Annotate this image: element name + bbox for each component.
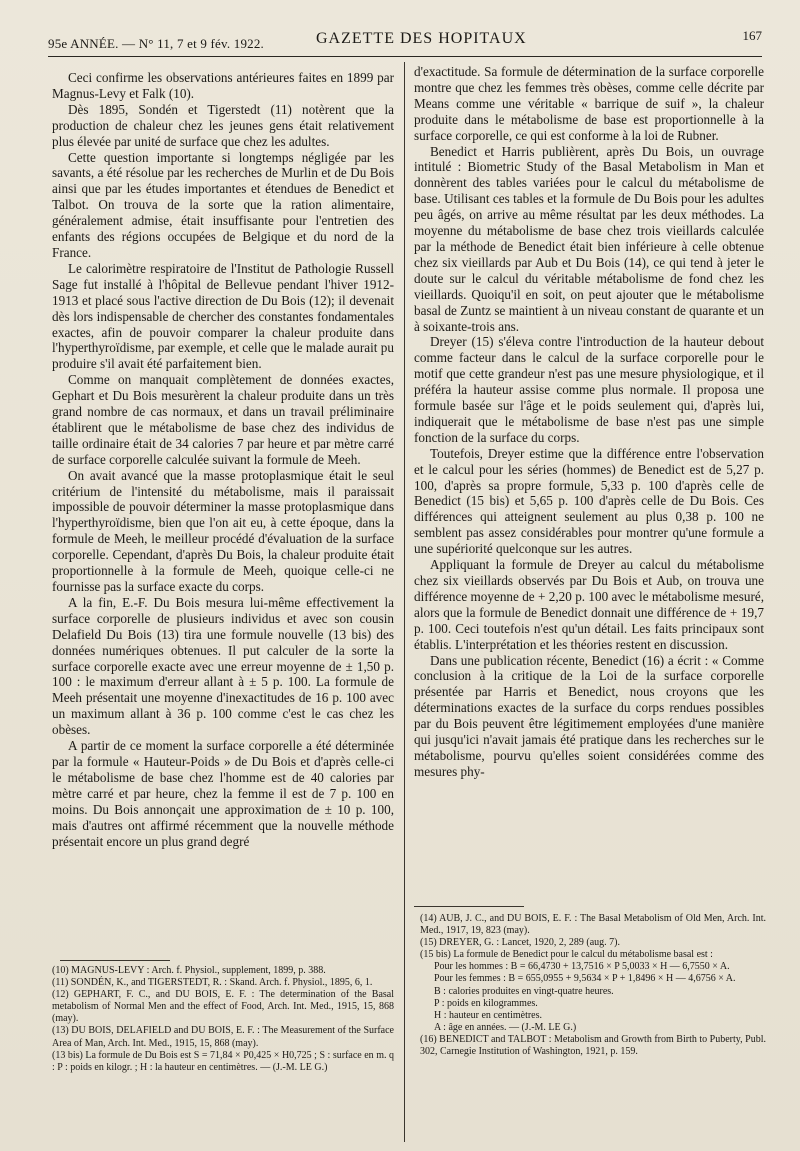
footnote: H : hauteur en centimètres. [434,1009,543,1021]
paragraph: A la fin, E.-F. Du Bois mesura lui-même effectivement la surface corporelle de plusieurs individus et avec son cousin Delafield Du Bois (13) tira une formule nouvelle (13 bis) des données numériques obtenues. Il put calculer de la sorte la surface corporelle exacte avec une erreur moyenne de ± 1,50 p. 100 : le maximum d'erreur allant à ± 5 p. 100. La formule de Meeh présentait une moyenne d'inexactitudes de 16 p. 100 avec un maximum allant à 36 p. 100 comme c'est le cas chez les obèses. [52,594,394,738]
footnote: Pour les hommes : B = 66,4730 + 13,7516 × P 5,0033 × H — 6,7550 × A. [434,961,730,973]
page-number: 167 [742,28,762,43]
column-divider [404,62,405,1142]
footnote: A : âge en années. — (J.-M. LE G.) [434,1021,577,1033]
paragraph: A partir de ce moment la surface corporelle a été déterminée par la formule « Hauteur-Poids » de Du Bois et d'après celle-ci le métabolisme de base chez l'homme est de 40 calories par mètre carré et par heure, chez la femme il est de 7 p. 100 en moins. Du Bois annonçait une approximation de ± 10 p. 100, mais d'autres ont affirmé récemment que la nouvelle méthode présentait encore un plus grand degré [52,738,394,849]
paragraph: Toutefois, Dreyer estime que la différence entre l'observation et le calcul pour les séries (hommes) de Benedict est de 5,27 p. 100, d'après sa propre formule, 5,33 p. 100 d'après celle de Benedict (15 bis) et 5,65 p. 100 d'après celle de Du Bois. Ces différences qui atteignent seulement au plus 0,38 p. 100 ne semblent pas assez considérables pour montrer qu'une formule a une supériorité quelconque sur les autres. [414,445,764,557]
footnote: (15 bis) La formule de Benedict pour le calcul du métabolisme basal est : [420,949,713,961]
paragraph: Le calorimètre respiratoire de l'Institut de Pathologie Russell Sage fut installé à l'hôpital de Bellevue pendant l'hiver 1912-1913 et placé sous l'active direction de Du Bois (12); il devenait dès lors indispensable de chercher des constantes fondamentales exactes, afin de pouvoir comparer la chaleur produite dans l'hyperthyroïdisme, par exemple, et celle que le malade aurait pu produire s'il avait été parfaitement bien. [52,260,394,372]
paragraph: Dans une publication récente, Benedict (16) a écrit : « Comme conclusion à la critique de la Loi de la surface corporelle présentée par Harris et Benedict, nous croyons que les déterminations exactes de la surface du corps rendues possibles par du Bois peuvent être légitimement employées d'une manière qui jusqu'ici n'avait jamais été pratique dans les recherches sur le métabolisme, pourvu qu'elles soient considérées comme des mesures phy- [414,652,764,779]
paragraph: Dès 1895, Sondén et Tigerstedt (11) notèrent que la production de chaleur chez les jeunes gens était relativement plus élevée par unité de surface que chez les adultes. [52,101,394,149]
journal-title: GAZETTE DES HOPITAUX [316,30,527,47]
paragraph: On avait avancé que la masse protoplasmique était le seul critérium de l'intensité du métabolisme, mais il paraissait impossible de pouvoir déterminer la masse protoplasmique dans l'hyperthyroïdisme, bien que l'on ait eu, à cette époque, dans la formule de Meeh, le meilleur procédé d'évaluation de la surface corporelle. Cependant, d'après Du Bois, la chaleur produite était proportionnelle à la formule de Meeh, quoique celle-ci ne fournisse pas la surface exacte du corps. [52,467,394,594]
footnote: (13) DU BOIS, DELAFIELD and DU BOIS, E. F. : The Measurement of the Surface Area of Man, Arch. Int. Med., 1915, 15, 868 (may). [52,1025,394,1049]
footnote: (10) MAGNUS-LEVY : Arch. f. Physiol., supplement, 1899, p. 388. [52,965,326,976]
footnotes-right [420,913,766,1058]
footnote: (16) BENEDICT and TALBOT : Metabolism and Growth from Birth to Puberty, Publ. 302, Carnegie Institution of Washington, 1921, p. 159. [420,1033,766,1058]
footnote-rule [60,960,170,961]
right-column [414,64,764,780]
paragraph: Ceci confirme les observations antérieures faites en 1899 par Magnus-Levy et Falk (10). [52,70,394,101]
footnote: (15) DREYER, G. : Lancet, 1920, 2, 289 (aug. 7). [420,937,620,949]
footnote-rule [414,906,524,907]
footnotes-left [52,965,394,1074]
paragraph: Comme on manquait complètement de données exactes, Gephart et Du Bois mesurèrent la chaleur produite dans un très grand nombre de cas normaux, et dans un travail préliminaire établirent que le métabolisme de base chez des individus de taille ordinaire était de 34 calories 7 par heure et par mètre carré de surface corporelle calculée suivant la formule de Meeh. [52,372,394,467]
footnote: (13 bis) La formule de Du Bois est S = 71,84 × P0,425 × H0,725 ; S : surface en m. q : P : poids en kilogr. ; H : la hauteur en centimètres. — (J.-M. LE G.) [52,1049,394,1073]
issue-info: 95e ANNÉE. — N° 11, 7 et 9 fév. 1922. [48,36,264,51]
footnote: P : poids en kilogrammes. [434,997,538,1009]
paragraph: Dreyer (15) s'éleva contre l'introduction de la hauteur debout comme facteur dans le calcul de la surface corporelle pour le motif que cette grandeur n'est pas une mesure physiologique, et il préféra la hauteur assise comme plus normale. Il proposa une formule basée sur l'âge et le poids seulement qui, d'après lui, indiquerait que le métabolisme de base n'est pas une simple fonction de la surface du corps. [414,334,764,445]
paragraph: d'exactitude. Sa formule de détermination de la surface corporelle montre que chez les femmes très obèses, comme celle décrite par Means comme une véritable « barrique de suif », la chaleur produite dans le métabolisme de base est proportionnelle à la surface corporelle, ce qui est conforme à la loi de Rubner. [414,64,764,143]
running-head [48,28,762,54]
footnote: (11) SONDÉN, K., and TIGERSTEDT, R. : Skand. Arch. f. Physiol., 1895, 6, 1. [52,977,373,989]
footnote: (12) GEPHART, F. C., and DU BOIS, E. F. : The determination of the Basal metabolism of Normal Men and the effect of Food, Arch. Int. Med., 1915, 15, 868 (may). [52,989,394,1025]
footnote: (14) AUB, J. C., and DU BOIS, E. F. : The Basal Metabolism of Old Men, Arch. Int. Med., 1917, 19, 823 (may). [420,913,766,937]
paragraph: Appliquant la formule de Dreyer au calcul du métabolisme chez six vieillards observés par Du Bois et Aub, on trouva une différence moyenne de + 2,20 p. 100 avec le métabolisme mesuré, alors que la formule de Benedict donnait une différence de + 19,7 p. 100. Ceci toutefois n'est qu'un détail. Les faits principaux sont établis. L'interprétation et les théories restent en discussion. [414,557,764,652]
left-column [52,70,394,849]
paragraph: Benedict et Harris publièrent, après Du Bois, un ouvrage intitulé : Biometric Study of the Basal Metabolism in Man et donnèrent des tables variées pour le calcul du métabolisme de base. Utilisant ces tables et la formule de Du Bois pour les adultes peu âgés, on arrive au même résultat par les deux méthodes. La moyenne du métabolisme de base chez trois vieillards calculée par la méthode de Benedict était bien inférieure à celle obtenue chez six vieillards par Aub et Du Bois (14), ce qui tend à jeter le doute sur le calcul du véritable métabolisme de fond chez les vieillards. Quoiqu'il en soit, on peut ajouter que le métabolisme basal de Zuntz se maintient à un niveau constant de quarante et un à soixante-trois ans. [414,143,764,334]
footnote: Pour les femmes : B = 655,0955 + 9,5634 × P + 1,8496 × H — 4,6756 × A. [434,973,736,985]
footnote: B : calories produites en vingt-quatre heures. [434,985,614,997]
header-rule [48,56,762,57]
paragraph: Cette question importante si longtemps négligée par les savants, a été résolue par les recherches de Murlin et de Du Bois ainsi que par les études importantes et étendues de Benedict et Talbot. On trouva de la sorte que la ration alimentaire, généralement admise, était insuffisante pour l'entretien des enfants des régions occupées de Belgique et du nord de la France. [52,149,394,260]
